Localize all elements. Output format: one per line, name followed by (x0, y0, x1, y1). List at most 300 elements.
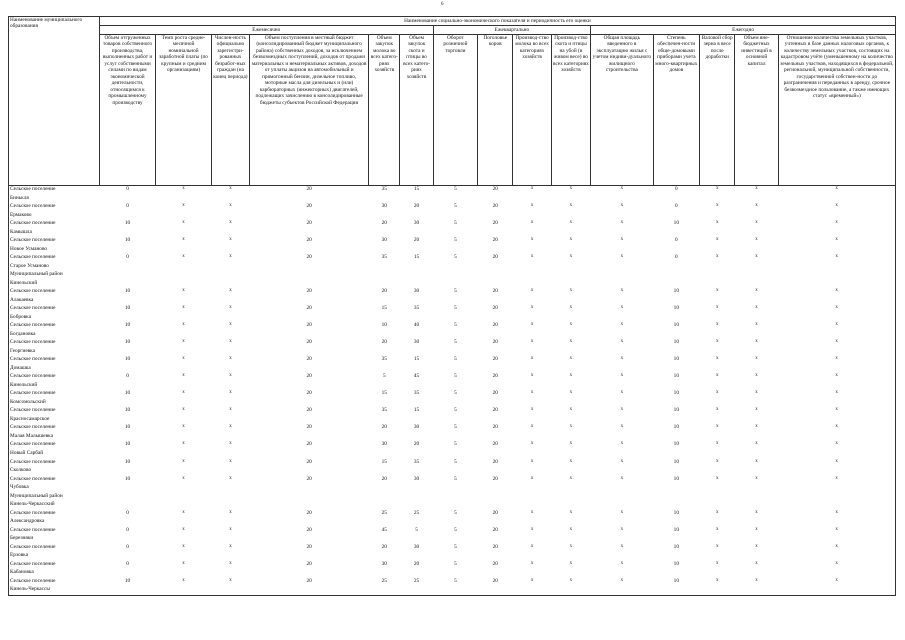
indicator-value (700, 212, 735, 221)
indicator-value (735, 569, 778, 578)
indicator-value: x (778, 186, 895, 195)
indicator-value: x (755, 373, 758, 379)
indicator-value: 45 (381, 526, 387, 533)
indicator-value: x (569, 288, 573, 294)
indicator-value (735, 493, 778, 502)
indicator-value (700, 382, 735, 391)
indicator-value (433, 450, 477, 459)
municipality-name: Алакаевка (9, 297, 100, 306)
indicator-value (400, 467, 433, 476)
indicator-value: 20 (381, 475, 387, 482)
indicator-value (478, 518, 513, 527)
indicator-value (478, 212, 513, 221)
indicator-value (513, 263, 551, 272)
indicator-value: x (778, 288, 895, 297)
indicator-value (99, 586, 156, 595)
indicator-value (778, 501, 895, 510)
table-row (9, 561, 896, 570)
indicator-value (369, 212, 400, 221)
indicator-value (591, 501, 654, 510)
indicator-value: x (715, 203, 719, 209)
table-row (9, 399, 896, 408)
table-row (9, 297, 896, 306)
indicator-value: x (778, 322, 895, 331)
indicator-value (211, 271, 249, 280)
indicator-value: 0 (675, 186, 678, 192)
indicator-value: 20 (306, 526, 312, 533)
indicator-value: x (569, 373, 573, 379)
indicator-value (99, 263, 156, 272)
header-name-column: Наименование муниципального образования (9, 17, 100, 186)
indicator-value (250, 484, 369, 493)
indicator-value (700, 467, 735, 476)
indicator-value (653, 484, 699, 493)
column-header: Объем отгруженных товаров собственного производства, выполненных работ и услуг собственными силами по видам экономической деятельности, относящимся к промышленному производству (99, 35, 156, 186)
indicator-value (433, 297, 477, 306)
indicator-value (653, 382, 699, 391)
indicator-value: 20 (413, 441, 420, 448)
indicator-value: x (530, 509, 534, 515)
indicator-value (778, 484, 895, 493)
column-header: Поголовье коров (478, 35, 513, 186)
indicator-value (99, 314, 156, 323)
indicator-value: x (620, 305, 624, 311)
indicator-value (591, 535, 654, 544)
indicator-value: x (182, 577, 185, 583)
indicator-value (591, 552, 654, 561)
indicator-value: x (530, 186, 534, 191)
indicator-value: 15 (413, 407, 420, 414)
indicator-value (591, 518, 654, 527)
indicator-value (211, 518, 249, 527)
indicator-value (211, 484, 249, 493)
indicator-value: 15 (381, 390, 387, 397)
indicator-value (778, 331, 895, 340)
table-row (9, 407, 896, 416)
indicator-value (735, 229, 778, 238)
indicator-value: 10 (673, 220, 679, 227)
indicator-value (778, 297, 895, 306)
municipality-name: Сельское поселение (9, 578, 100, 587)
indicator-value: 20 (492, 475, 498, 482)
indicator-value (551, 501, 590, 510)
indicator-value: 10 (673, 475, 679, 482)
indicator-value: 10 (124, 288, 131, 295)
indicator-value (513, 297, 551, 306)
indicator-value (513, 535, 551, 544)
indicator-value: x (755, 390, 758, 396)
indicator-value: x (715, 577, 719, 583)
indicator-value (99, 280, 156, 289)
indicator-value (653, 195, 699, 204)
indicator-value (478, 348, 513, 357)
indicator-value (700, 365, 735, 374)
indicator-value: 5 (454, 475, 457, 482)
indicator-value: 10 (124, 220, 131, 227)
indicator-value (400, 484, 433, 493)
table-row (9, 365, 896, 374)
indicator-value (778, 416, 895, 425)
indicator-value (250, 271, 369, 280)
indicator-value (156, 331, 211, 340)
indicator-value (551, 518, 590, 527)
column-header: Производ-ство скота и птицы на убой (в живом весе) во всех категориях хозяйств (551, 35, 590, 186)
indicator-value (400, 518, 433, 527)
column-header: Объем закупок скота и птицы во всех катего-риях хозяйств (400, 35, 433, 186)
indicator-value: 0 (675, 254, 678, 261)
indicator-value (700, 229, 735, 238)
indicator-value (700, 484, 735, 493)
indicator-value: x (569, 203, 573, 209)
group-monthly: Ежемесячно (99, 26, 433, 35)
indicator-value: 20 (306, 458, 312, 465)
indicator-value (551, 416, 590, 425)
indicator-value (735, 518, 778, 527)
indicator-value: x (778, 305, 895, 314)
indicator-value: 5 (454, 441, 457, 448)
indicator-value: x (569, 543, 573, 549)
indicator-value: x (182, 407, 185, 413)
indicator-value (250, 416, 369, 425)
indicator-value (591, 416, 654, 425)
indicator-value (653, 416, 699, 425)
indicator-value (250, 399, 369, 408)
indicator-value (478, 314, 513, 323)
indicator-value (211, 195, 249, 204)
indicator-value: x (229, 543, 232, 549)
indicator-value: x (569, 407, 573, 413)
municipality-name: Сельское поселение (9, 441, 100, 450)
indicator-value: x (229, 305, 232, 311)
indicator-value (591, 246, 654, 255)
indicator-value (778, 348, 895, 357)
indicator-value (478, 484, 513, 493)
column-header: Оборот розничной торговли (433, 35, 477, 186)
indicator-value: x (530, 339, 534, 345)
indicator-value (700, 348, 735, 357)
indicator-value: 10 (673, 560, 679, 567)
indicator-value (99, 399, 156, 408)
indicator-value (250, 195, 369, 204)
indicator-value (400, 552, 433, 561)
indicator-value (156, 246, 211, 255)
indicator-value (156, 484, 211, 493)
indicator-value: x (229, 237, 232, 243)
indicator-value (369, 195, 400, 204)
indicator-value (99, 365, 156, 374)
indicator-value (735, 331, 778, 340)
indicator-value (778, 433, 895, 442)
indicator-value (211, 535, 249, 544)
group-quarterly: Ежеквартально (433, 26, 590, 35)
table-row (9, 237, 896, 246)
indicator-value (653, 365, 699, 374)
indicator-value (400, 263, 433, 272)
indicator-value: 5 (454, 560, 457, 567)
indicator-value (591, 229, 654, 238)
indicator-value (211, 348, 249, 357)
municipality-name: Сельское поселение (9, 561, 100, 570)
indicator-value: x (530, 407, 534, 413)
indicator-value: 5 (454, 373, 457, 380)
indicator-value: 30 (381, 237, 387, 244)
indicator-value: 10 (124, 441, 131, 448)
indicator-value (778, 552, 895, 561)
indicator-value (653, 433, 699, 442)
indicator-value: 15 (413, 186, 420, 192)
indicator-value (735, 535, 778, 544)
indicator-value (433, 263, 477, 272)
indicator-value (250, 246, 369, 255)
indicator-value (551, 450, 590, 459)
indicator-value (433, 314, 477, 323)
indicator-value: x (755, 509, 758, 515)
indicator-value: 20 (492, 288, 498, 295)
municipality-name: Сельское поселение (9, 288, 100, 297)
indicator-value: x (778, 407, 895, 416)
indicator-value (99, 552, 156, 561)
indicator-value (250, 501, 369, 510)
indicator-value: x (620, 526, 624, 532)
indicator-value: x (755, 424, 758, 430)
indicator-value: x (620, 373, 624, 379)
table-row (9, 339, 896, 348)
indicator-value: 10 (673, 305, 679, 312)
indicator-value: 10 (124, 407, 131, 414)
indicator-value (250, 382, 369, 391)
municipality-name: Комсомольский (9, 399, 100, 408)
column-header: Валовой сбор зерна в весе после доработки (700, 35, 735, 186)
indicator-value (478, 399, 513, 408)
indicator-value (778, 365, 895, 374)
indicator-value: x (778, 544, 895, 553)
municipality-name: Сельское поселение (9, 390, 100, 399)
indicator-value (211, 229, 249, 238)
indicator-value (433, 331, 477, 340)
indicator-value: x (778, 424, 895, 433)
indicator-value (513, 365, 551, 374)
municipality-name: Новый Сарбай (9, 450, 100, 459)
table-row (9, 510, 896, 519)
indicator-value (700, 586, 735, 595)
indicator-value: x (229, 577, 232, 583)
indicator-value: 20 (492, 203, 498, 210)
municipality-name: Сельское поселение (9, 322, 100, 331)
indicator-value: x (778, 510, 895, 519)
indicator-value (778, 246, 895, 255)
group-yearly: Ежегодно (591, 26, 896, 35)
indicator-value: x (620, 220, 624, 226)
indicator-value: x (715, 475, 719, 481)
indicator-value: x (715, 424, 719, 430)
indicator-value (591, 493, 654, 502)
municipality-name: Сельское поселение (9, 459, 100, 468)
indicator-value (653, 263, 699, 272)
indicator-value: 5 (454, 220, 457, 227)
table-row (9, 203, 896, 212)
indicator-value: 20 (492, 373, 498, 380)
indicator-value: x (715, 543, 719, 549)
table-row (9, 373, 896, 382)
indicator-value (369, 365, 400, 374)
municipality-name: Сколково (9, 467, 100, 476)
indicator-value (400, 229, 433, 238)
indicator-value: 20 (306, 475, 312, 482)
indicator-value (211, 314, 249, 323)
indicator-value: x (229, 288, 232, 294)
indicator-value (735, 416, 778, 425)
indicator-value: 40 (413, 322, 420, 329)
indicator-value: 10 (673, 526, 679, 533)
indicator-value (99, 433, 156, 442)
indicator-value: x (530, 441, 534, 447)
indicator-value: x (229, 254, 232, 260)
indicator-value (369, 493, 400, 502)
indicator-value (478, 246, 513, 255)
column-header: Производ-ство молока во всех категориях хозяйств (513, 35, 551, 186)
indicator-value: 20 (492, 356, 498, 363)
indicator-value (400, 331, 433, 340)
table-row (9, 195, 896, 204)
indicator-value (211, 246, 249, 255)
municipality-name: Сельское поселение (9, 356, 100, 365)
indicator-value: 10 (673, 356, 679, 363)
indicator-value: x (229, 186, 232, 191)
indicator-value: x (182, 220, 185, 226)
indicator-value: x (778, 254, 895, 263)
indicator-value: 20 (492, 458, 498, 465)
indicator-value: 10 (673, 424, 679, 431)
indicator-value (478, 195, 513, 204)
indicator-value (778, 569, 895, 578)
indicator-value: 10 (381, 322, 387, 329)
indicator-value: 20 (306, 560, 312, 567)
indicator-value (400, 586, 433, 595)
indicator-value: 20 (306, 186, 312, 192)
indicator-value (735, 246, 778, 255)
indicator-value: x (530, 390, 534, 396)
indicator-value: x (715, 509, 719, 515)
indicator-value: x (755, 458, 758, 464)
indicator-value: 5 (454, 577, 457, 584)
indicator-value: x (569, 441, 573, 447)
indicator-value: 30 (413, 220, 420, 227)
indicator-value (700, 297, 735, 306)
indicator-value (99, 229, 156, 238)
indicator-value (478, 331, 513, 340)
indicator-value (369, 416, 400, 425)
indicator-value (156, 433, 211, 442)
indicator-value (591, 467, 654, 476)
indicator-value (735, 467, 778, 476)
indicator-value (369, 450, 400, 459)
indicator-value: 20 (381, 424, 387, 431)
indicator-value: x (569, 305, 573, 311)
table-row (9, 476, 896, 485)
indicator-value (433, 195, 477, 204)
indicator-value (400, 450, 433, 459)
indicator-value: x (778, 220, 895, 229)
indicator-value (513, 552, 551, 561)
indicator-value: 15 (413, 254, 420, 261)
indicator-value: 30 (413, 543, 420, 550)
indicators-table (8, 16, 896, 596)
indicator-value: x (620, 390, 624, 396)
table-row (9, 578, 896, 587)
indicator-value (700, 246, 735, 255)
indicator-value (735, 484, 778, 493)
municipality-name: Камышла (9, 229, 100, 238)
table-row (9, 271, 896, 280)
indicator-value: x (569, 475, 573, 481)
indicator-value: 20 (492, 526, 498, 533)
indicator-value: x (715, 322, 719, 328)
indicator-value (99, 501, 156, 510)
municipality-name: Кинель-Черкасский (9, 501, 100, 510)
indicator-value: x (182, 390, 185, 396)
indicator-value (156, 195, 211, 204)
indicator-value (156, 229, 211, 238)
indicator-value: x (229, 560, 232, 566)
indicator-value (513, 450, 551, 459)
indicator-value (653, 501, 699, 510)
municipality-name: Старое Усманово (9, 263, 100, 272)
indicator-value: x (229, 339, 232, 345)
indicator-value: 20 (306, 543, 312, 550)
indicator-value: 20 (413, 237, 420, 244)
indicator-value (591, 331, 654, 340)
indicator-value (700, 518, 735, 527)
indicator-value: 20 (306, 577, 312, 584)
table-row (9, 441, 896, 450)
indicator-value (478, 586, 513, 595)
indicator-value (551, 365, 590, 374)
indicator-value (369, 331, 400, 340)
municipality-name: Сельское поселение (9, 510, 100, 519)
indicator-value (778, 467, 895, 476)
indicator-value (250, 552, 369, 561)
table-row (9, 535, 896, 544)
column-header: Отношение количества земельных участков, учтенных в базе данных налоговых органов, к количеству земельных участков, состоящих на кадастровом учёте (уменьшенному на количество земельных участков, находящихся в федеральной, региональной, муниципальной собственности, государственной собствен-ности до разграничения и переданных в аренду, срочное безвозмездное пользование, а также имеющих статус «временный») (778, 35, 895, 186)
indicator-value (478, 535, 513, 544)
indicator-value: x (755, 577, 758, 583)
indicator-value (211, 280, 249, 289)
municipality-name: Сельское поселение (9, 476, 100, 485)
indicator-value (211, 416, 249, 425)
indicator-value (513, 229, 551, 238)
indicator-value (400, 416, 433, 425)
indicator-value (551, 586, 590, 595)
indicator-value (778, 271, 895, 280)
indicator-value: 20 (492, 543, 498, 550)
indicator-value (778, 263, 895, 272)
indicator-value: 10 (673, 458, 679, 465)
indicator-value: 5 (454, 254, 457, 261)
column-header: Числен-ность официально зарегистри-рованных безработ-ных граждан (на конец периода) (211, 35, 249, 186)
indicator-value: x (715, 458, 719, 464)
indicator-value (99, 212, 156, 221)
indicator-value (156, 416, 211, 425)
indicator-value (156, 314, 211, 323)
indicator-value: x (715, 356, 719, 362)
indicator-value (400, 382, 433, 391)
indicator-value: x (229, 407, 232, 413)
indicator-value: x (715, 339, 719, 345)
indicator-value: x (620, 441, 624, 447)
indicator-value: 25 (413, 509, 420, 516)
indicator-value (735, 501, 778, 510)
indicator-value: 20 (492, 577, 498, 584)
